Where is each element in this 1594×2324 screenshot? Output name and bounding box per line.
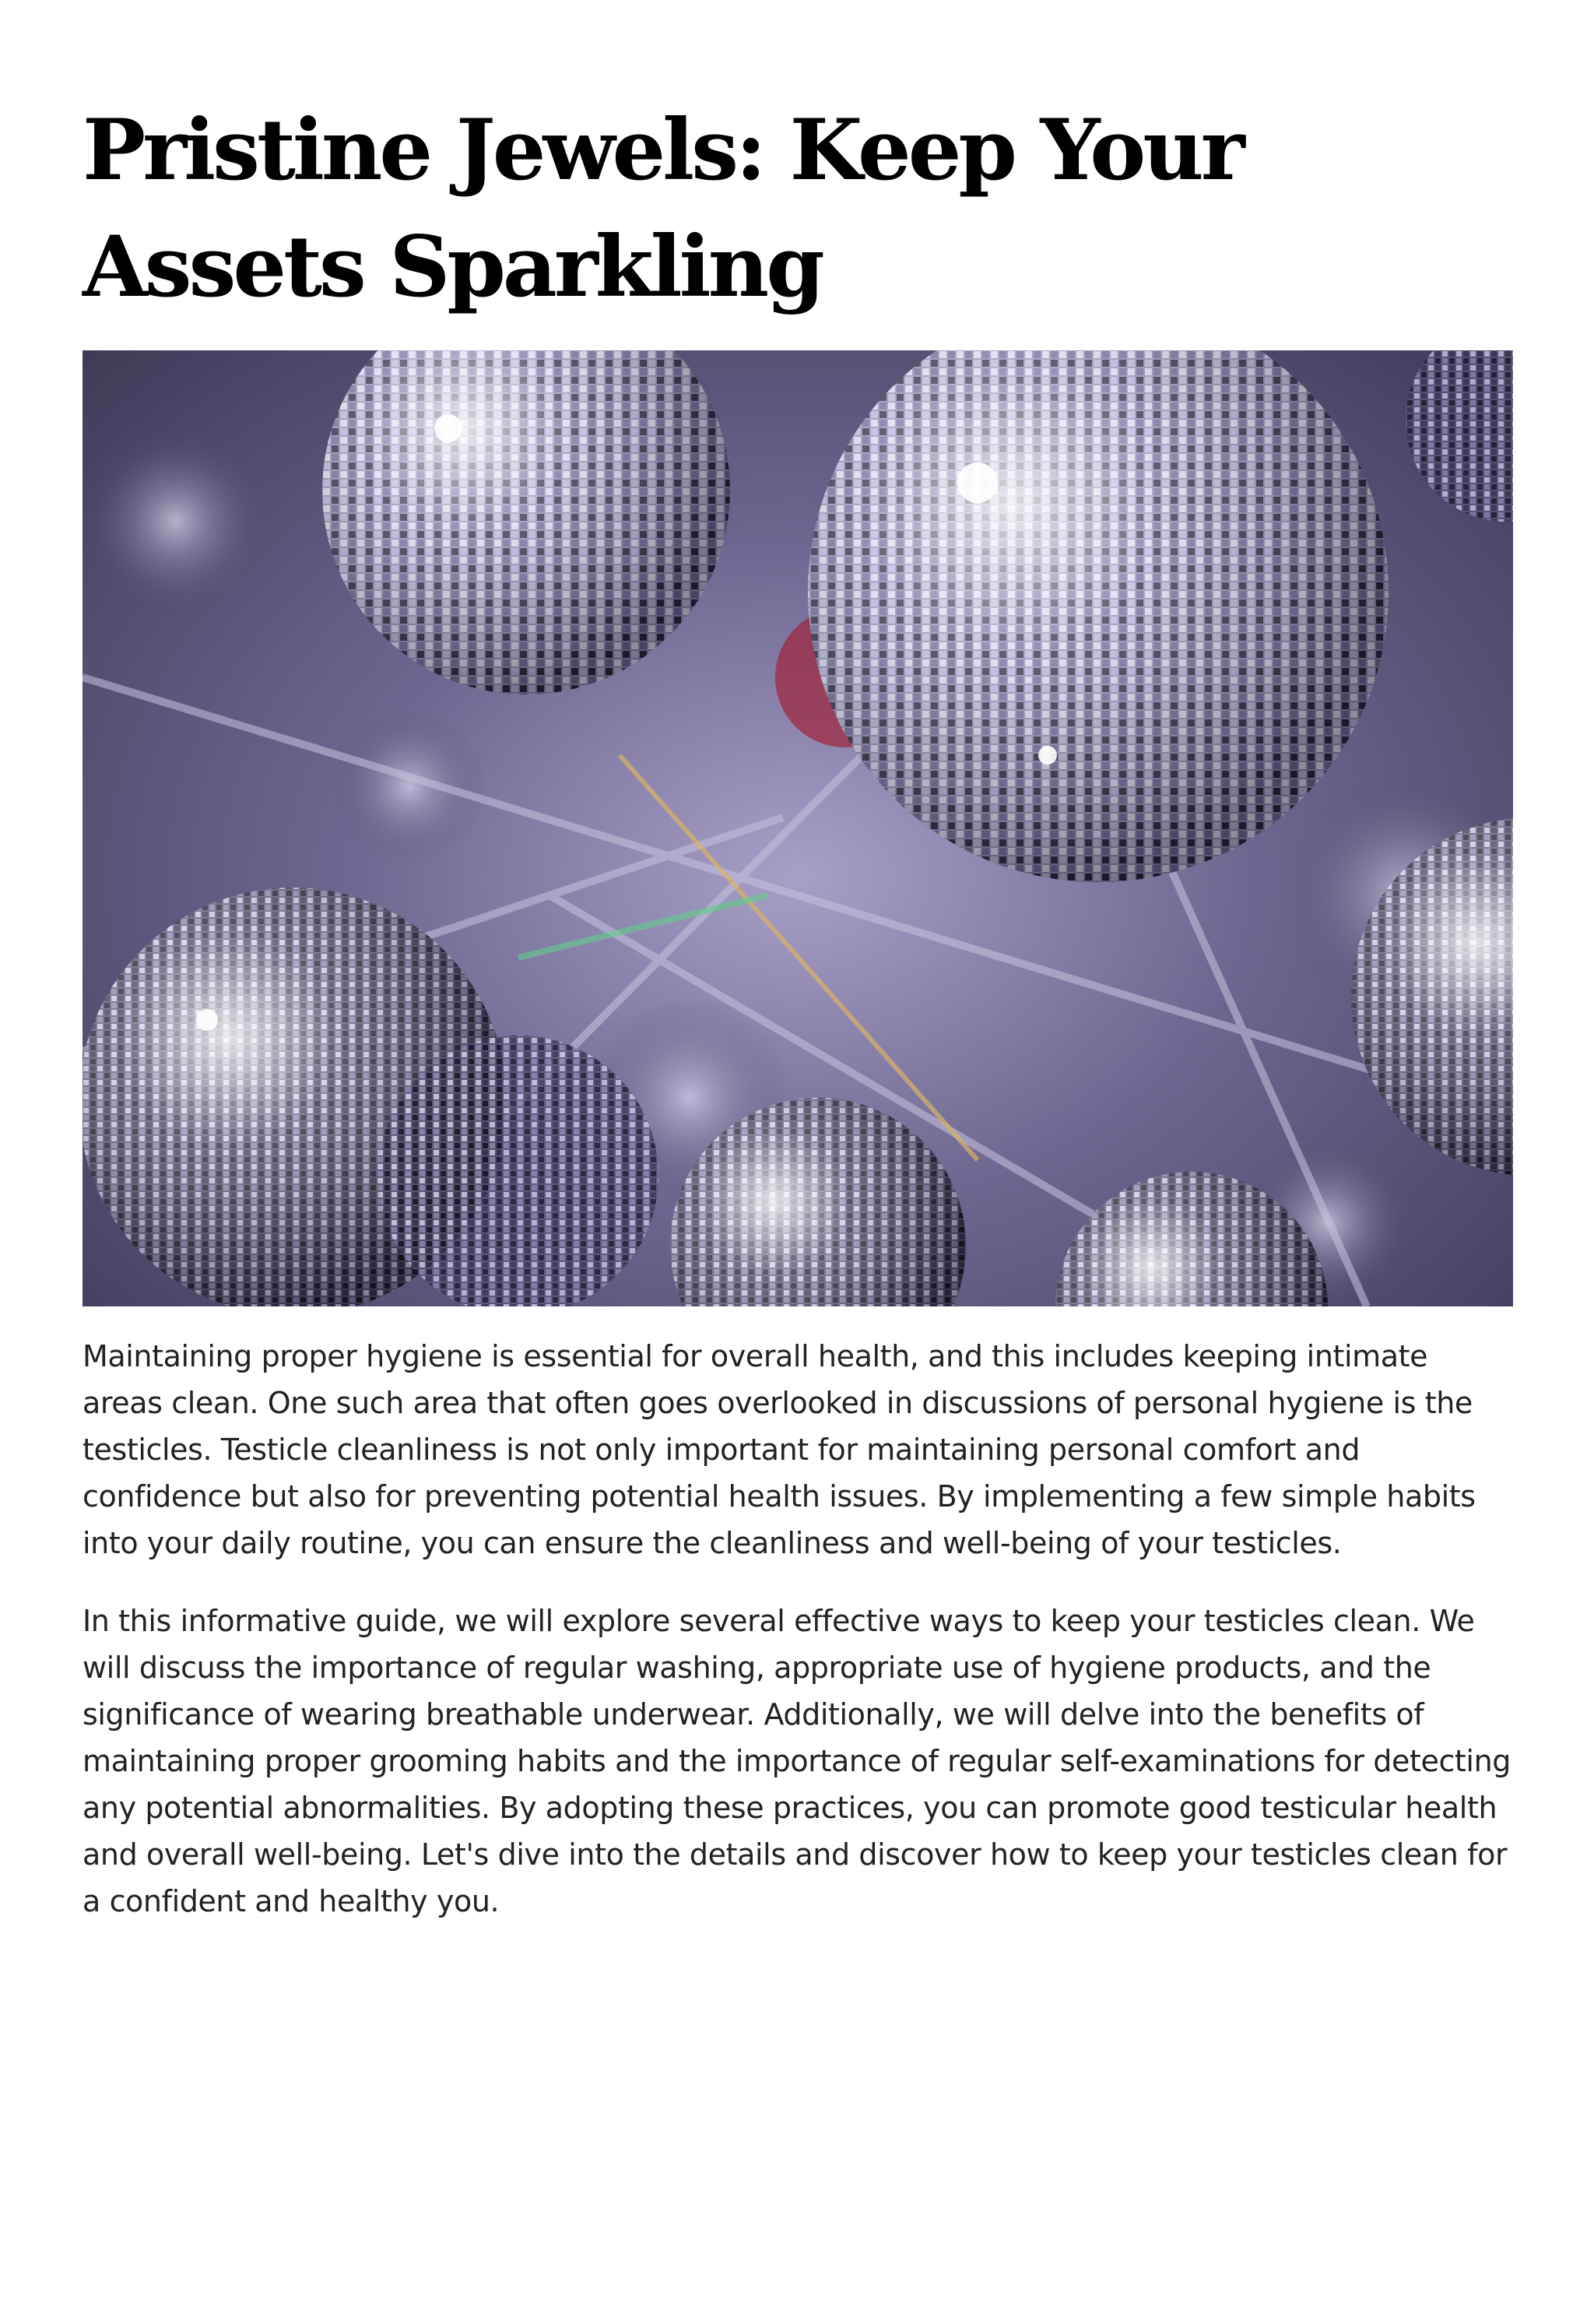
disco-ball xyxy=(322,350,730,694)
disco-ball xyxy=(1406,350,1513,522)
disco-ball xyxy=(808,350,1389,882)
article-paragraph: In this informative guide, we will explore several effective ways to keep your testicles clean. We will discuss the importance of regular washing, appropriate use of hygiene products, and the significance of wearing breathable underwear. Additionally, we will delve into the benefits of maintaining proper grooming habits and the importance of regular self-examinations for detecting any potential abnormalities. By adopting these practices, you can promote good testicular health and overall well-being. Let's dive into the details and discover how to keep your testicles clean for a confident and healthy you. xyxy=(83,1604,1511,1918)
article-paragraph: Maintaining proper hygiene is essential for overall health, and this includes keeping intimate areas clean. One such area that often goes overlooked in discussions of personal hygiene is the testicles. Testicle cleanliness is not only important for maintaining personal comfort and confidence but also for preventing potential health issues. By implementing a few simple habits into your daily routine, you can ensure the cleanliness and well-being of your testicles. xyxy=(83,1339,1476,1560)
hero-image xyxy=(83,350,1513,1306)
article xyxy=(83,0,1513,1918)
disco-balls-illustration xyxy=(83,350,1513,1306)
article-body xyxy=(83,1333,1513,1956)
article-title: Pristine Jewels: Keep Your Assets Sparkling xyxy=(83,101,1242,316)
disco-ball xyxy=(378,1035,658,1306)
